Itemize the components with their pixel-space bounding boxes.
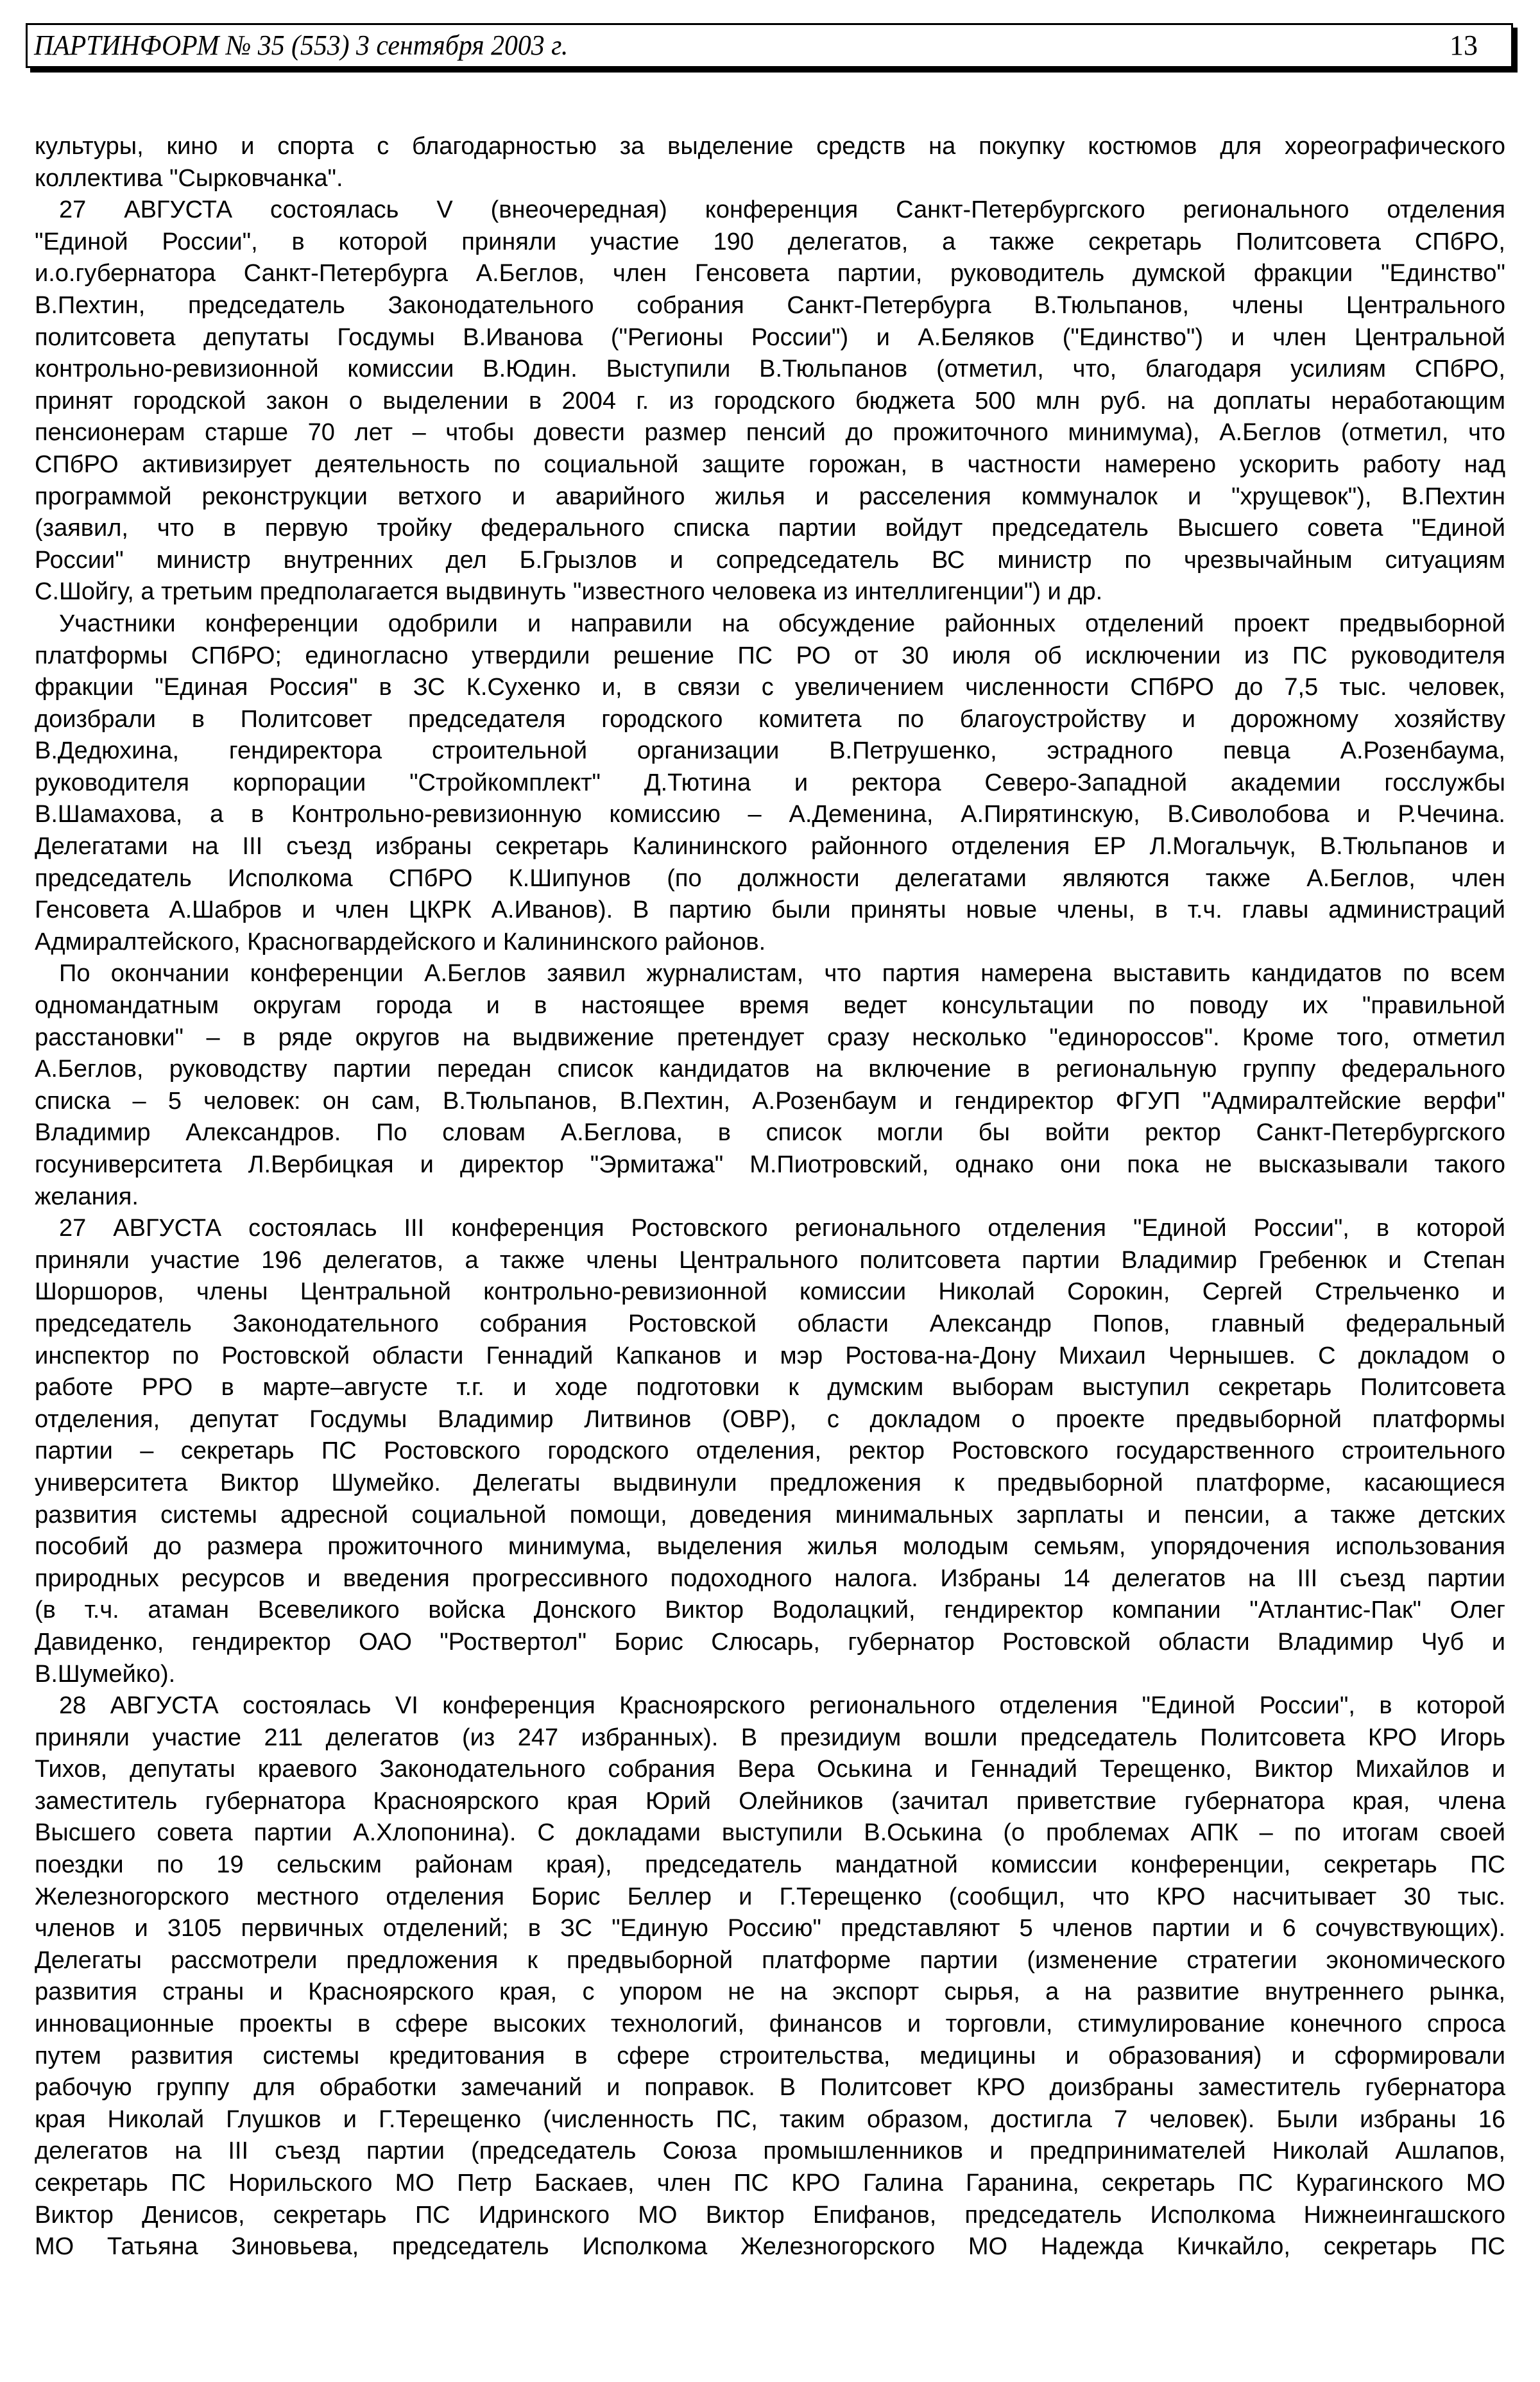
text-line: поездки по 19 сельским районам края), председатель мандатной комиссии конференции, секретарь ПС xyxy=(35,1851,1505,1879)
text-line: руководителя корпорации "Стройкомплект" Д.Тютина и ректора Северо-Западной академии госслужбы xyxy=(35,769,1505,796)
text-line: Железногорского местного отделения Борис Беллер и Г.Терещенко (сообщил, что КРО насчитывает 30 тыс. xyxy=(35,1883,1505,1910)
text-line: пособий до размера прожиточного минимума, выделения жилья молодым семьям, упорядочения использования xyxy=(35,1533,1505,1561)
text-line: В.Шумейко). xyxy=(35,1660,176,1688)
text-line: России" министр внутренних дел Б.Грызлов и сопредседатель ВС министр по чрезвычайным ситуациям xyxy=(35,546,1505,574)
paragraph xyxy=(35,131,1505,194)
text-line: развития страны и Красноярского края, с упором не на экспорт сырья, а на развитие внутреннего рынка, xyxy=(35,1978,1505,2006)
text-line: расстановки" – в ряде округов на выдвижение претендует сразу несколько "единороссов". Кроме того, отметил xyxy=(35,1024,1505,1051)
paragraph xyxy=(35,958,1505,1213)
text-line: "Единой России", в которой приняли участие 190 делегатов, а также секретарь Политсовета СПбРО, xyxy=(35,228,1505,255)
text-line: Генсовета А.Шабров и член ЦКРК А.Иванов). В партию были приняты новые члены, в т.ч. главы администраций xyxy=(35,896,1505,924)
text-line: Шоршоров, члены Центральной контрольно-ревизионной комиссии Николай Сорокин, Сергей Стрельченко и xyxy=(35,1278,1505,1306)
paragraph xyxy=(35,1690,1505,2263)
text-line: списка – 5 человек: он сам, В.Тюльпанов, В.Пехтин, А.Розенбаум и гендиректор ФГУП "Адмиралтейские верфи" xyxy=(35,1087,1505,1115)
text-line: Тихов, депутаты краевого Законодательного собрания Вера Оськина и Геннадий Терещенко, Виктор Михайлов и xyxy=(35,1756,1505,1783)
publication-title: ПАРТИНФОРМ № 35 (553) 3 сентября 2003 г. xyxy=(34,30,569,61)
text-line: партии – секретарь ПС Ростовского городского отделения, ректор Ростовского государственного строительного xyxy=(35,1437,1505,1465)
text-line: Виктор Денисов, секретарь ПС Идринского МО Виктор Епифанов, председатель Исполкома Нижнеингашского xyxy=(35,2201,1505,2229)
text-line: университета Виктор Шумейко. Делегаты выдвинули предложения к предвыборной платформе, касающиеся xyxy=(35,1469,1505,1496)
text-line: (заявил, что в первую тройку федерального списка партии войдут председатель Высшего совета "Единой xyxy=(35,515,1505,542)
text-line: рабочую группу для обработки замечаний и поправок. В Политсовет КРО доизбраны заместитель губернатора xyxy=(35,2074,1505,2102)
text-line: Владимир Александров. По словам А.Беглова, в список могли бы войти ректор Санкт-Петербургского xyxy=(35,1119,1505,1147)
text-line: членов и 3105 первичных отделений; в ЗС "Единую Россию" представляют 5 членов партии и 6 сочувствующих). xyxy=(35,1915,1505,1942)
text-line: Адмиралтейского, Красногвардейского и Калининского районов. xyxy=(35,928,766,955)
text-line: культуры, кино и спорта с благодарностью за выделение средств на покупку костюмов для хореографического xyxy=(35,133,1505,160)
text-line: В.Шамахова, а в Контрольно-ревизионную комиссию – А.Деменина, А.Пирятинскую, В.Сиволобова и Р.Чечина. xyxy=(35,801,1505,828)
text-line: председатель Исполкома СПбРО К.Шипунов (по должности делегатами являются также А.Беглов, член xyxy=(35,864,1505,892)
page-number: 13 xyxy=(1450,30,1478,61)
text-line: (в т.ч. атаман Всевеликого войска Донского Виктор Водолацкий, гендиректор компании "Атлантис-Пак" Олег xyxy=(35,1597,1505,1624)
page-header xyxy=(26,23,1513,68)
text-line: политсовета депутаты Госдумы В.Иванова ("Регионы России") и А.Беляков ("Единство") и член Центральной xyxy=(35,323,1505,351)
text-line: фракции "Единая Россия" в ЗС К.Сухенко и, в связи с увеличением численности СПбРО до 7,5 тыс. человек, xyxy=(35,674,1505,701)
text-line: По окончании конференции А.Беглов заявил журналистам, что партия намерена выставить кандидатов по всем xyxy=(59,960,1505,988)
text-line: заместитель губернатора Красноярского края Юрий Олейников (зачитал приветствие губернатора края, члена xyxy=(35,1787,1505,1815)
paragraph xyxy=(35,608,1505,959)
text-line: контрольно-ревизионной комиссии В.Юдин. Выступили В.Тюльпанов (отметил, что, благодаря усилиям СПбРО, xyxy=(35,356,1505,383)
text-line: края Николай Глушков и Г.Терещенко (численность ПС, таким образом, достигла 7 человек). Были избраны 16 xyxy=(35,2105,1505,2133)
text-line: коллектива "Сырковчанка". xyxy=(35,164,343,192)
text-line: приняли участие 211 делегатов (из 247 избранных). В президиум вошли председатель Политсовета КРО Игорь xyxy=(35,1724,1505,1751)
paragraph xyxy=(35,194,1505,608)
text-line: СПбРО активизирует деятельность по социальной защите горожан, в частности намерено ускорить работу над xyxy=(35,450,1505,478)
text-line: инспектор по Ростовской области Геннадий Капканов и мэр Ростова-на-Дону Михаил Чернышев. С докладом о xyxy=(35,1342,1505,1369)
text-line: принят городской закон о выделении в 2004 г. из городского бюджета 500 млн руб. на доплаты неработающим xyxy=(35,387,1505,415)
text-line: А.Беглов, руководству партии передан список кандидатов на включение в региональную группу федерального xyxy=(35,1056,1505,1083)
text-line: программой реконструкции ветхого и аварийного жилья и расселения коммуналок и "хрущевок"), В.Пехтин xyxy=(35,483,1505,510)
text-line: Делегатами на III съезд избраны секретарь Калининского районного отделения ЕР Л.Могальчук, В.Тюльпанов и xyxy=(35,833,1505,861)
text-line: развития системы адресной социальной помощи, доведения минимальных зарплаты и пенсии, а также детских xyxy=(35,1501,1505,1529)
text-line: платформы СПбРО; единогласно утвердили решение ПС РО от 30 июля об исключении из ПС руководителя xyxy=(35,642,1505,669)
text-line: 27 АВГУСТА состоялась V (внеочередная) конференция Санкт-Петербургского регионального отделения xyxy=(59,196,1505,224)
article-body xyxy=(35,131,1505,2263)
text-line: работе РРО в марте–августе т.г. и ходе подготовки к думским выборам выступил секретарь Политсовета xyxy=(35,1374,1505,1401)
text-line: и.о.губернатора Санкт-Петербурга А.Беглов, член Генсовета партии, руководитель думской фракции "Единство" xyxy=(35,260,1505,287)
text-line: В.Дедюхина, гендиректора строительной организации В.Петрушенко, эстрадного певца А.Розенбаума, xyxy=(35,737,1505,765)
text-line: желания. xyxy=(35,1183,139,1210)
text-line: природных ресурсов и введения прогрессивного подоходного налога. Избраны 14 делегатов на III съезд партии xyxy=(35,1564,1505,1592)
text-line: путем развития системы кредитования в сфере строительства, медицины и образования) и сформировали xyxy=(35,2042,1505,2069)
text-line: отделения, депутат Госдумы Владимир Литвинов (ОВР), с докладом о проекте предвыборной платформы xyxy=(35,1405,1505,1433)
text-line: Давиденко, гендиректор ОАО "Роствертол" Борис Слюсарь, губернатор Ростовской области Владимир Чуб и xyxy=(35,1628,1505,1656)
text-line: председатель Законодательного собрания Ростовской области Александр Попов, главный федеральный xyxy=(35,1310,1505,1337)
text-line: госуниверситета Л.Вербицкая и директор "Эрмитажа" М.Пиотровский, однако они пока не высказывали такого xyxy=(35,1151,1505,1178)
text-line: В.Пехтин, председатель Законодательного собрания Санкт-Петербурга В.Тюльпанов, члены Центрального xyxy=(35,291,1505,319)
text-line: доизбрали в Политсовет председателя городского комитета по благоустройству и дорожному хозяйству xyxy=(35,705,1505,733)
text-line: 27 АВГУСТА состоялась III конференция Ростовского регионального отделения "Единой России", в которой xyxy=(59,1215,1505,1242)
text-line: пенсионерам старше 70 лет – чтобы довести размер пенсий до прожиточного минимума), А.Беглов (отметил, что xyxy=(35,419,1505,447)
text-line: секретарь ПС Норильского МО Петр Баскаев, член ПС КРО Галина Гаранина, секретарь ПС Курагинского МО xyxy=(35,2170,1505,2197)
text-line: 28 АВГУСТА состоялась VI конференция Красноярского регионального отделения "Единой России", в которой xyxy=(59,1692,1505,1720)
text-line: С.Шойгу, а третьим предполагается выдвинуть "известного человека из интеллигенции") и др. xyxy=(35,578,1103,606)
text-line: МО Татьяна Зиновьева, председатель Исполкома Железногорского МО Надежда Кичкайло, секретарь ПС xyxy=(35,2233,1505,2261)
paragraph xyxy=(35,1213,1505,1690)
text-line: приняли участие 196 делегатов, а также члены Центрального политсовета партии Владимир Гребенюк и Степан xyxy=(35,1246,1505,1274)
text-line: одномандатным округам города и в настоящее время ведет консультации по поводу их "правильной xyxy=(35,992,1505,1020)
text-line: Участники конференции одобрили и направили на обсуждение районных отделений проект предвыборной xyxy=(59,610,1505,637)
text-line: инновационные проекты в сфере высоких технологий, финансов и торговли, стимулирование конечного спроса xyxy=(35,2010,1505,2038)
text-line: Высшего совета партии А.Хлопонина). С докладами выступили В.Оськина (о проблемах АПК – по итогам своей xyxy=(35,1819,1505,1847)
text-line: делегатов на III съезд партии (председатель Союза промышленников и предпринимателей Николай Ашлапов, xyxy=(35,2138,1505,2165)
text-line: Делегаты рассмотрели предложения к предвыборной платформе партии (изменение стратегии экономического xyxy=(35,1946,1505,1974)
